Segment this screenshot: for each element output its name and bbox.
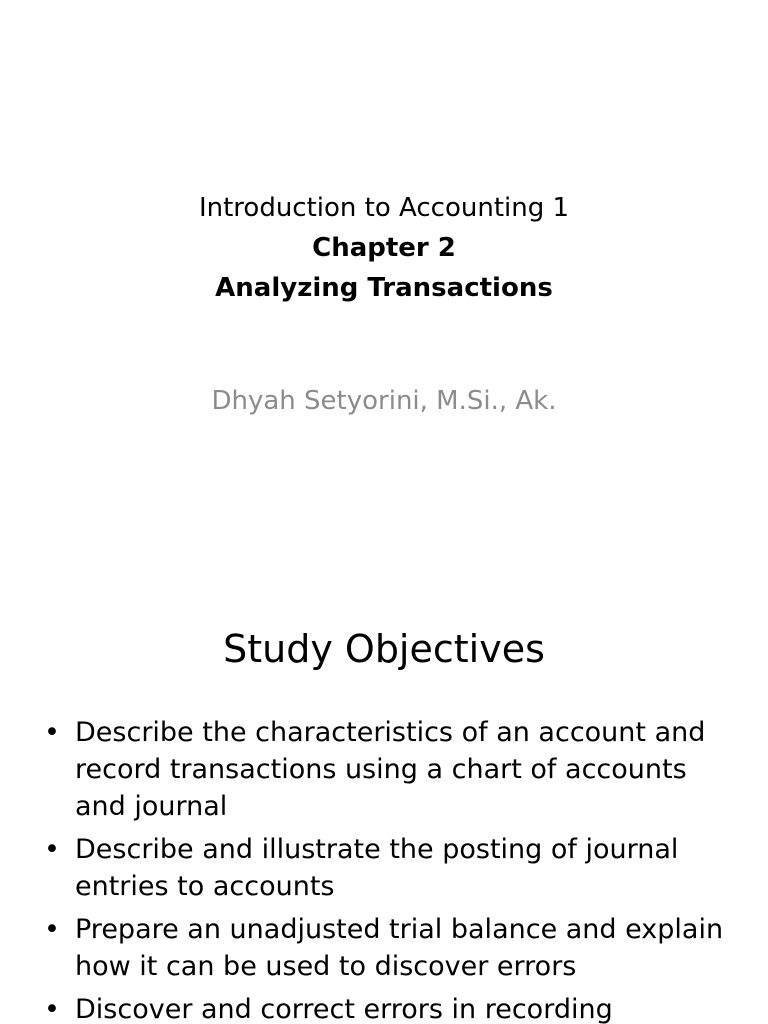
author-name: Dhyah Setyorini, M.Si., Ak.	[211, 386, 557, 416]
bullet-icon: •	[44, 717, 60, 748]
bullet-icon: •	[44, 834, 60, 865]
objective-item	[0, 831, 768, 905]
objective-item	[0, 991, 768, 1024]
slide-title-block	[0, 188, 768, 308]
objectives-list	[0, 714, 768, 1024]
objectives-title: Study Objectives	[223, 627, 545, 671]
bullet-icon: •	[44, 914, 60, 945]
course-title: Introduction to Accounting 1	[198, 193, 570, 223]
objectives-slide	[0, 576, 768, 1024]
objective-text: Describe the characteristics of an account and record transactions using a chart of accounts and journal	[75, 717, 706, 822]
objective-text: Describe and illustrate the posting of journal entries to accounts	[75, 834, 679, 902]
objective-text: Prepare an unadjusted trial balance and explain how it can be used to discover errors	[75, 914, 724, 982]
bullet-icon: •	[44, 994, 60, 1024]
objective-item	[0, 714, 768, 825]
objective-text: Discover and correct errors in recording	[75, 994, 613, 1024]
chapter-title: Analyzing Transactions	[215, 273, 553, 303]
objective-item	[0, 911, 768, 985]
chapter-number: Chapter 2	[312, 233, 456, 263]
